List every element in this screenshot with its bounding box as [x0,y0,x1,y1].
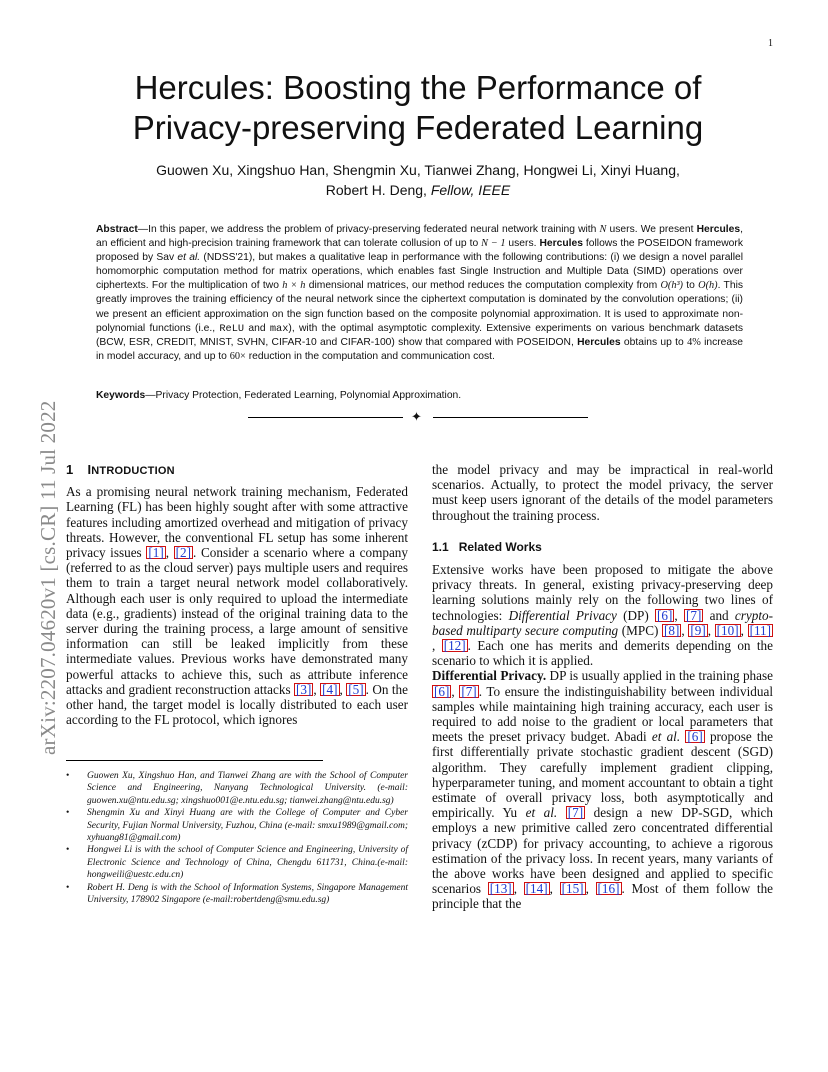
paragraph-text: , [451,683,460,699]
authors-line-2: Robert H. Deng, [325,182,431,198]
citation-link[interactable]: [16] [597,881,620,897]
keywords-label: Keywords [96,390,146,401]
citation-link[interactable]: [1] [148,545,164,561]
math-percent: 4% [687,336,701,348]
citation-link[interactable]: [6] [434,683,450,699]
footnote-text: Hongwei Li is with the school of Computer Science and Engineering, University of Electronic Science and Technology of China, Chengdu 611731, China.(e-mail: hongweili@uestc.edu.cn) [87,845,408,881]
citation-link[interactable]: [6] [657,607,673,623]
abstract-text: —In this paper, we address the problem of privacy-preserving federated neural network training with [137,224,600,235]
keywords-text: —Privacy Protection, Federated Learning, Polynomial Approximation. [145,390,462,401]
footnote-item [66,770,408,807]
abstract-label: Abstract [96,224,138,235]
citation-link[interactable]: [7] [685,607,702,623]
bullet-icon: • [66,882,70,893]
math-h-by-h: h × h [282,280,306,292]
citation-link[interactable]: [12] [443,638,466,654]
author-list [96,160,740,200]
keywords [96,389,743,403]
math-n-minus-1: N − 1 [481,238,506,250]
abstract-text: dimensional matrices, our method reduces the computation complexity from [305,280,661,292]
system-name: Hercules [696,224,741,235]
system-name: Hercules [539,238,583,250]
emphasis-text: Differential Privacy [508,607,617,623]
footnote-text: Shengmin Xu and Xinyi Huang are with the College of Computer and Cyber Security, Fujian Normal University, Fuzhou, China (e-mail: smxu1989@gmail.com; xyhuang81@gmail.com) [87,808,408,844]
arxiv-identifier: arXiv:2207.04620v1 [cs.CR] 11 Jul 2022 [36,400,60,755]
et-al: et al. [525,805,558,821]
citation-link[interactable]: [8] [664,622,680,638]
citation-link[interactable]: [4] [322,681,338,697]
math-complexity-cubic: O(h³) [660,280,683,292]
intro-paragraph-continued: the model privacy and may be impractical in real-world scenarios. Actually, to protect the model privacy, the server must keep users ignorant of the details of the model parameters throughout the training process. [432,462,773,523]
abstract-text: obtains up to [620,336,688,348]
related-works-paragraph [432,562,773,668]
section-divider [248,410,588,426]
paragraph-text: . Each one has merits and demerits depending on the scenario to which it is applied. [432,638,774,669]
paragraph-text: , [313,681,321,697]
paragraph-text: . Consider a scenario where a company (referred to as the cloud server) pays multiple users and requires them to train a target neural network model collaboratively. Although each user is only required to upload the intermediate data (e.g., gradients) instead of the original training data to the server during the training process, a large amount of sensitive information can still be leaked implicitly from these intermediate values. Previous works have demonstrated many powerful attacks to achieve this, such as attribute inference attacks and gradient reconstruction attacks [66,545,408,697]
abstract-text: increase in model accuracy, and up to [96,336,744,362]
section-title-rest: NTRODUCTION [91,465,175,477]
paragraph-text: and [703,607,735,623]
paper-title [96,68,740,148]
author-affiliation-footnotes [66,770,408,906]
subsection-heading [432,540,773,555]
paragraph-text: . On the other hand, the target model is locally distributed to each user according to the FL protocol, which ignores [66,681,408,728]
paragraph-text [557,805,566,820]
paragraph-text: , [674,607,684,623]
abstract-text: users. We present [606,224,697,235]
et-al: et al. [177,252,201,264]
paragraph-text: As a promising neural network training mechanism, Federated Learning (FL) has been highly sought after with some attractive features including amortized overhead and mitigation of privacy threats. However, the conventional FL setup has some inherent privacy issues [66,484,408,561]
paragraph-text: , [432,638,442,654]
paragraph-text: , [681,622,689,638]
paragraph-text: , [585,881,596,897]
citation-link[interactable]: [9] [690,622,706,638]
footnote-item [66,882,408,907]
differential-privacy-paragraph [432,668,773,911]
citation-link[interactable]: [11] [749,622,772,638]
paragraph-text: (DP) [616,607,656,623]
math-complexity-linear: O(h) [698,280,718,292]
paragraph-text: , [513,881,524,897]
divider-line-right [433,417,588,418]
subsection-number: 1.1 [432,539,449,554]
paragraph-text: . To ensure the indistinguishability between individual samples while maintaining high training accuracy, each user is required to add noise to the gradient or local parameters that meets the preset privacy budget. Abadi [432,683,773,745]
authors-line-1: Guowen Xu, Xingshuo Han, Shengmin Xu, Tianwei Zhang, Hongwei Li, Xinyi Huang, [156,162,680,178]
footnote-item [66,844,408,881]
abstract-text: to [682,280,699,292]
left-column [66,462,408,727]
footnote-text: Guowen Xu, Xingshuo Han, and Tianwei Zhang are with the School of Computer Science and Engineering, Nanyang Technological University. (e-mail: guowen.xu@ntu.edu.sg; xingshuo001@e.ntu.edu.sg; tianwei.zhang@ntu.edu.sg) [87,771,408,806]
citation-link[interactable]: [14] [525,881,548,897]
citation-link[interactable]: [7] [461,683,477,699]
paragraph-text: DP is usually applied in the training phase [546,668,773,684]
citation-link[interactable]: [13] [489,881,512,897]
divider-line-left [248,417,403,418]
math-n: N [599,224,607,235]
run-in-heading: Differential Privacy. [432,668,547,684]
citation-link[interactable]: [7] [567,805,584,821]
title-line-2: Privacy-preserving Federated Learning [132,109,704,146]
abstract-text: (NDSS'21), but makes a qualitative leap in performance with the following contributions: (i) we design a novel parallel homomorphic computation method for matrix operations, which enables fast Single Instruction and Multiple Data (SIMD) operations over ciphertexts. For the multiplication of two [96,252,744,292]
abstract-text: reduction in the computation and communication cost. [245,350,495,362]
citation-link[interactable]: [15] [561,881,584,897]
bullet-icon: • [66,771,70,781]
citation-link[interactable]: [10] [716,622,739,638]
bullet-icon: • [66,845,70,856]
emphasis-text: crypto-based multiparty secure computing [432,607,773,638]
subsection-title: Related Works [458,539,542,554]
section-title-initial: I [87,462,92,477]
code-max: max [269,322,289,335]
intro-paragraph [66,484,408,727]
abstract-text: users. [505,238,540,250]
abstract-text: ), with the optimal asymptotic complexity. Extensive experiments on various benchmark datasets (BCW, ESR, CREDIT, MNIST, SVHN, CIFAR-10 and CIFAR-100) show that compared with POSEIDON, [96,322,743,348]
abstract-text: and [244,322,270,334]
abstract-text: follows the POSEIDON framework proposed by Sav [96,238,743,264]
paragraph-text: design a new DP-SGD, which employs a new primitive called zero concentrated differential privacy (zCDP) for privacy accounting, to achieve a rigorous estimation of the privacy loss. In recent years, many variants of the above works have been designed and applied to specific scenarios [432,805,774,897]
paragraph-text: propose the first differentially private stochastic gradient descent (SGD) algorithm. They carefully implement gradient clipping, hyperparameter tuning, and moment accountant to obtain a tight estimate of overall privacy loss, both asymptotically and empirically. Yu [432,729,774,821]
abstract-text: . This greatly improves the training efficiency of the neural network since the ciphertext computation is dominated by the convolution operations; (ii) we present an efficient approximation on the sign function based on the composite polynomial approximation. It is used to approximate non-polynomial functions (i.e., [96,280,743,334]
section-heading [66,462,408,479]
title-line-1: Hercules: Boosting the Performance of [134,69,702,106]
paragraph-text: , [707,622,715,638]
paragraph-text: (MPC) [618,622,663,638]
divider-diamond-icon: ✦ [411,409,422,424]
footnote-text: Robert H. Deng is with the School of Information Systems, Singapore Management University, 178902 Singapore (e-mail:robertdeng@smu.edu.sg) [87,882,408,906]
paragraph-text: , [549,881,560,897]
paragraph-text: Extensive works have been proposed to mitigate the above privacy threats. In general, existing privacy-preserving deep learning solutions mainly rely on the following two lines of technologies: [432,562,773,623]
et-al: et al. [651,729,681,745]
footnote-rule [66,760,323,761]
author-fellow-title: Fellow, IEEE [430,182,511,198]
citation-link[interactable]: [3] [296,681,312,697]
paragraph-text: , [740,622,748,638]
citation-link[interactable]: [2] [175,545,192,561]
abstract-text: , an efficient and high-precision training framework that can tolerate collusion of up to [96,224,744,250]
paragraph-text: . Most of them follow the principle that the [432,881,774,912]
math-factor: 60× [229,350,246,362]
footnote-item [66,807,408,844]
citation-link[interactable]: [6] [687,729,703,745]
abstract [96,223,743,364]
citation-link[interactable]: [5] [348,681,364,697]
page-number: 1 [768,38,773,49]
section-number: 1 [66,462,74,477]
paragraph-text: , [339,681,347,697]
system-name: Hercules [577,336,621,348]
code-relu: ReLU [219,322,245,335]
right-column [432,462,773,912]
paragraph-text: , [165,545,174,561]
bullet-icon: • [66,808,70,819]
